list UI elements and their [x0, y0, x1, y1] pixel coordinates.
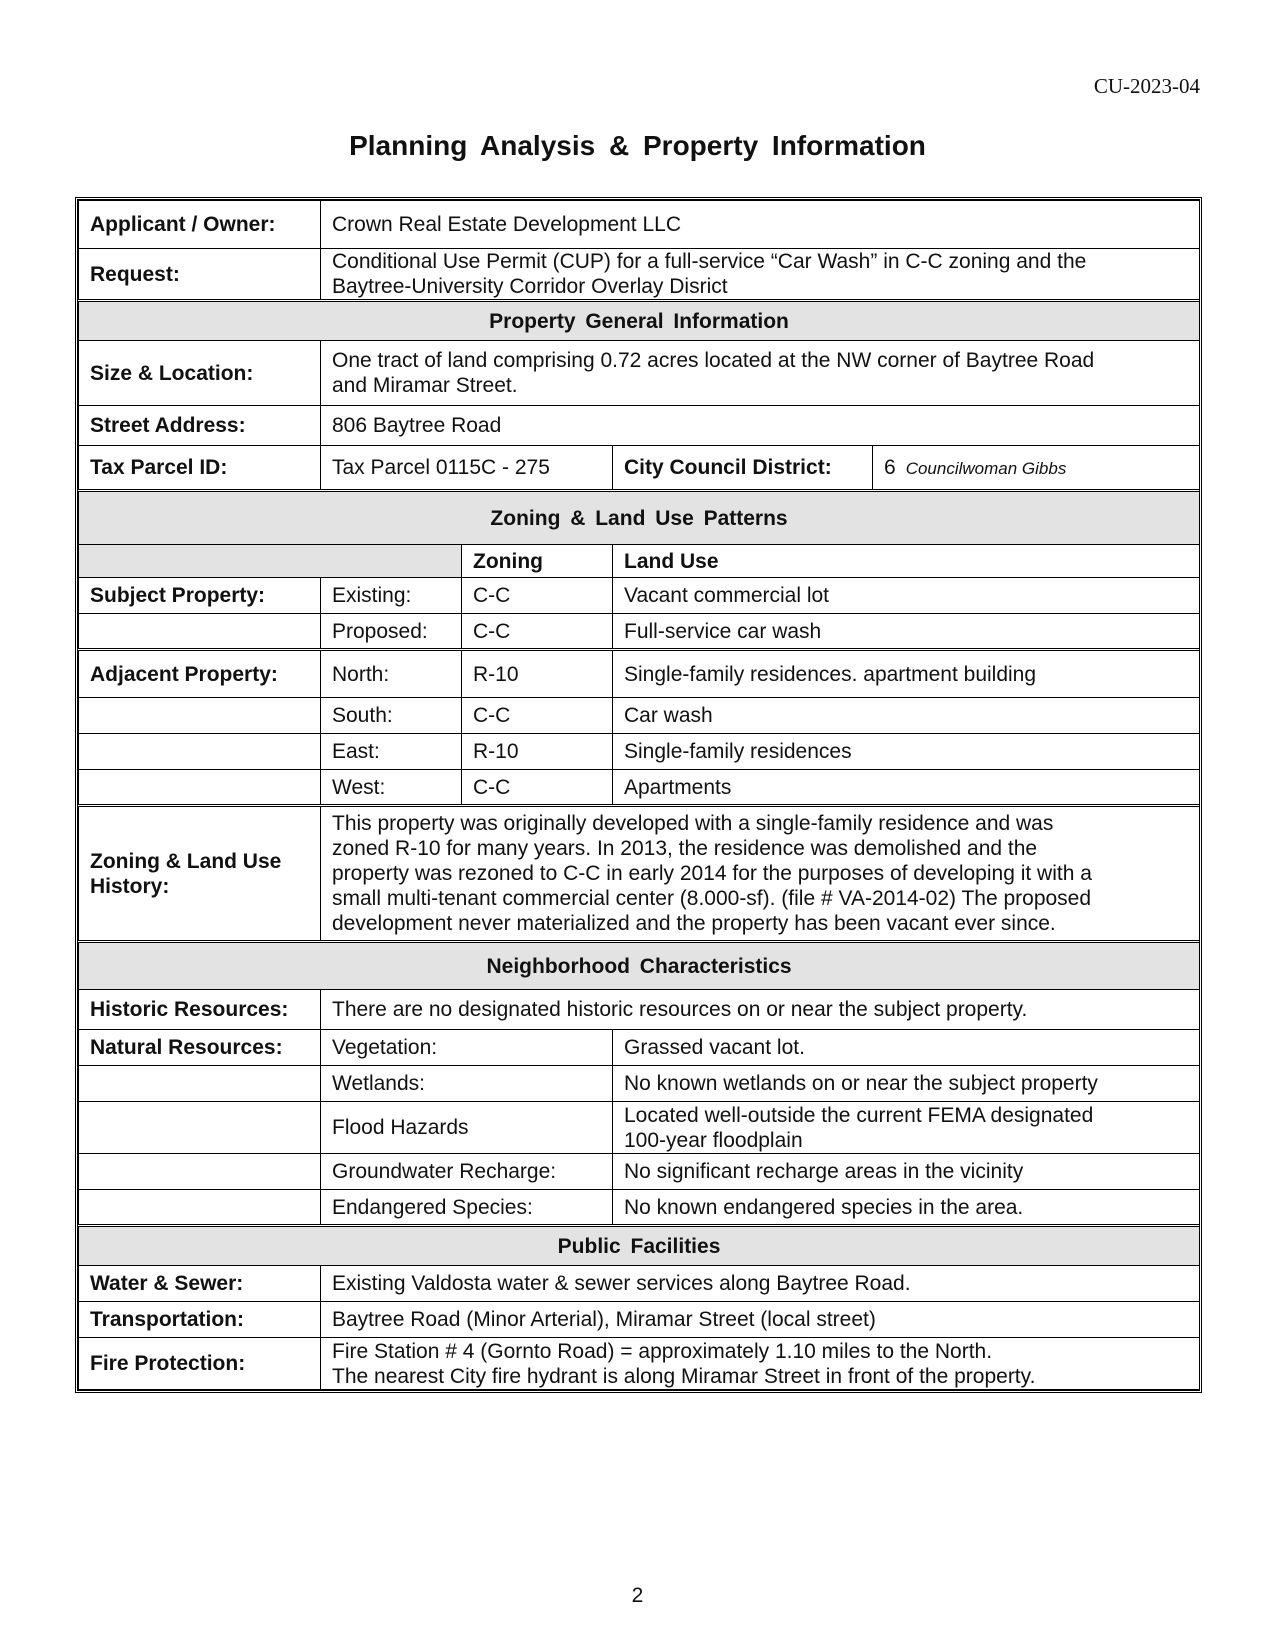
fire-value — [321, 1338, 1200, 1390]
zoning-column-header — [79, 545, 1200, 578]
history-label-line-2: History: — [90, 874, 170, 898]
subject-existing-zoning: C-C — [462, 578, 613, 614]
section-neighborhood-heading: Neighborhood Characteristics — [79, 942, 1200, 990]
natural-groundwater-blank — [79, 1154, 321, 1190]
natural-endangered-row — [79, 1190, 1200, 1226]
request-line-2: Baytree-University Corridor Overlay Disrict — [332, 275, 728, 298]
zoning-header-blank — [79, 545, 462, 578]
history-text — [321, 806, 1200, 942]
adjacent-property-label: Adjacent Property: — [79, 650, 321, 698]
subject-existing-row — [79, 578, 1200, 614]
district-value — [873, 446, 1200, 491]
address-value: 806 Baytree Road — [321, 406, 1200, 446]
section-facilities-heading: Public Facilities — [79, 1226, 1200, 1266]
request-value — [321, 249, 1200, 301]
applicant-row — [79, 201, 1200, 249]
fire-row — [79, 1338, 1200, 1390]
natural-endangered-name: Endangered Species: — [321, 1190, 613, 1226]
history-label — [79, 806, 321, 942]
transport-row — [79, 1302, 1200, 1338]
adjacent-north-zoning: R-10 — [462, 650, 613, 698]
natural-groundwater-row — [79, 1154, 1200, 1190]
section-zoning — [79, 491, 1200, 545]
case-number: CU-2023-04 — [1093, 74, 1200, 98]
natural-vegetation-name: Vegetation: — [321, 1030, 613, 1066]
request-label: Request: — [79, 249, 321, 301]
natural-vegetation-row — [79, 1030, 1200, 1066]
applicant-value: Crown Real Estate Development LLC — [321, 201, 1200, 249]
adjacent-east-blank — [79, 734, 321, 770]
natural-wetlands-name: Wetlands: — [321, 1066, 613, 1102]
adjacent-west-blank — [79, 770, 321, 806]
transport-label: Transportation: — [79, 1302, 321, 1338]
size-label: Size & Location: — [79, 341, 321, 406]
adjacent-north-dir: North: — [321, 650, 462, 698]
history-row — [79, 806, 1200, 942]
natural-flood-name: Flood Hazards — [321, 1102, 613, 1154]
parcel-row — [79, 446, 1200, 491]
history-line-5: development never materialized and the property has been vacant ever since. — [332, 912, 1056, 935]
address-label: Street Address: — [79, 406, 321, 446]
section-facilities — [79, 1226, 1200, 1266]
natural-flood-line-2: 100-year floodplain — [624, 1128, 803, 1152]
request-row — [79, 249, 1200, 301]
adjacent-south-blank — [79, 698, 321, 734]
natural-groundwater-value: No significant recharge areas in the vicinity — [613, 1154, 1200, 1190]
adjacent-east-zoning: R-10 — [462, 734, 613, 770]
natural-wetlands-blank — [79, 1066, 321, 1102]
section-zoning-heading: Zoning & Land Use Patterns — [79, 491, 1200, 545]
adjacent-north-row — [79, 650, 1200, 698]
history-label-line-1: Zoning & Land Use — [90, 849, 282, 873]
historic-value: There are no designated historic resources on or near the subject property. — [321, 990, 1200, 1030]
size-line-1: One tract of land comprising 0.72 acres located at the NW corner of Baytree Road — [332, 349, 1095, 372]
size-value — [321, 341, 1200, 406]
adjacent-west-use: Apartments — [613, 770, 1200, 806]
adjacent-west-zoning: C-C — [462, 770, 613, 806]
natural-endangered-blank — [79, 1190, 321, 1226]
adjacent-north-use: Single-family residences. apartment building — [613, 650, 1200, 698]
subject-proposed-row — [79, 614, 1200, 650]
adjacent-south-use: Car wash — [613, 698, 1200, 734]
parcel-value: Tax Parcel 0115C - 275 — [321, 446, 613, 491]
natural-flood-line-1: Located well-outside the current FEMA designated — [624, 1103, 1094, 1127]
subject-property-label: Subject Property: — [79, 578, 321, 614]
parcel-label: Tax Parcel ID: — [79, 446, 321, 491]
section-neighborhood — [79, 942, 1200, 990]
history-line-3: property was rezoned to C-C in early 2014 for the purposes of developing it with a — [332, 862, 1092, 885]
adjacent-south-row — [79, 698, 1200, 734]
natural-wetlands-value: No known wetlands on or near the subject property — [613, 1066, 1200, 1102]
adjacent-west-dir: West: — [321, 770, 462, 806]
natural-groundwater-name: Groundwater Recharge: — [321, 1154, 613, 1190]
adjacent-south-zoning: C-C — [462, 698, 613, 734]
district-label: City Council District: — [613, 446, 873, 491]
water-label: Water & Sewer: — [79, 1266, 321, 1302]
size-row — [79, 341, 1200, 406]
request-line-1: Conditional Use Permit (CUP) for a full-service “Car Wash” in C-C zoning and the — [332, 250, 1087, 273]
size-line-2: and Miramar Street. — [332, 374, 518, 397]
property-info-sheet — [75, 197, 1202, 1393]
subject-existing-use: Vacant commercial lot — [613, 578, 1200, 614]
adjacent-west-row — [79, 770, 1200, 806]
fire-line-2: The nearest City fire hydrant is along Miramar Street in front of the property. — [332, 1364, 1036, 1388]
history-line-2: zoned R-10 for many years. In 2013, the residence was demolished and the — [332, 837, 1038, 860]
natural-flood-value — [613, 1102, 1200, 1154]
natural-vegetation-value: Grassed vacant lot. — [613, 1030, 1200, 1066]
subject-proposed-use: Full-service car wash — [613, 614, 1200, 650]
subject-proposed-zoning: C-C — [462, 614, 613, 650]
address-row — [79, 406, 1200, 446]
adjacent-south-dir: South: — [321, 698, 462, 734]
natural-wetlands-row — [79, 1066, 1200, 1102]
natural-endangered-value: No known endangered species in the area. — [613, 1190, 1200, 1226]
water-row — [79, 1266, 1200, 1302]
history-line-1: This property was originally developed with a single-family residence and was — [332, 812, 1054, 835]
district-representative: Councilwoman Gibbs — [905, 458, 1067, 478]
section-general — [79, 301, 1200, 341]
adjacent-east-dir: East: — [321, 734, 462, 770]
adjacent-east-row — [79, 734, 1200, 770]
fire-line-1: Fire Station # 4 (Gornto Road) = approximately 1.10 miles to the North. — [332, 1339, 993, 1363]
historic-row — [79, 990, 1200, 1030]
subject-existing-dir: Existing: — [321, 578, 462, 614]
zoning-column-label: Zoning — [462, 545, 613, 578]
historic-label: Historic Resources: — [79, 990, 321, 1030]
page-title: Planning Analysis & Property Information — [349, 130, 926, 161]
subject-proposed-blank — [79, 614, 321, 650]
natural-resources-label: Natural Resources: — [79, 1030, 321, 1066]
fire-label: Fire Protection: — [79, 1338, 321, 1390]
adjacent-east-use: Single-family residences — [613, 734, 1200, 770]
natural-flood-blank — [79, 1102, 321, 1154]
property-info-table — [78, 200, 1200, 1390]
section-general-heading: Property General Information — [79, 301, 1200, 341]
district-number: 6 — [884, 455, 896, 479]
water-value: Existing Valdosta water & sewer services along Baytree Road. — [321, 1266, 1200, 1302]
transport-value: Baytree Road (Minor Arterial), Miramar Street (local street) — [321, 1302, 1200, 1338]
page-number: 2 — [631, 1584, 644, 1607]
history-line-4: small multi-tenant commercial center (8.000-sf). (file # VA-2014-02) The proposed — [332, 887, 1092, 910]
applicant-label: Applicant / Owner: — [79, 201, 321, 249]
landuse-column-label: Land Use — [613, 545, 1200, 578]
subject-proposed-dir: Proposed: — [321, 614, 462, 650]
natural-flood-row — [79, 1102, 1200, 1154]
